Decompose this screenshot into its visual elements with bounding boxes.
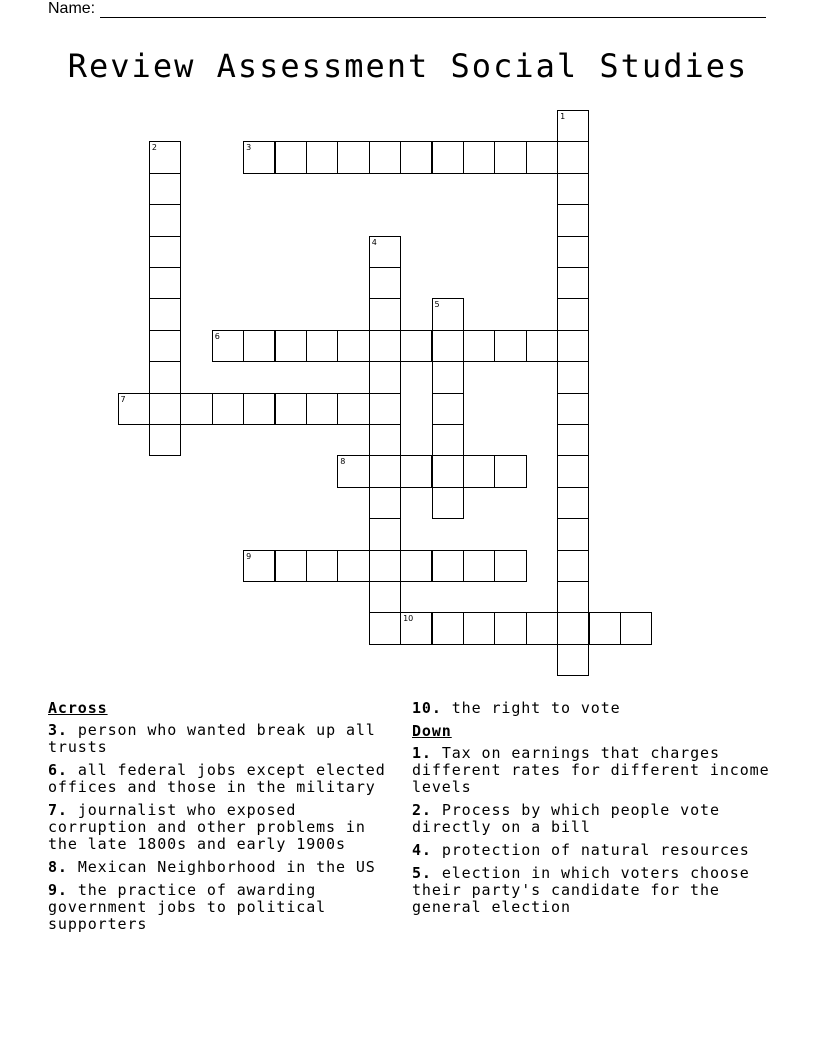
crossword-cell[interactable] — [180, 393, 212, 425]
crossword-cell[interactable] — [432, 550, 464, 582]
clue-number-label: 5 — [434, 300, 440, 310]
crossword-cell[interactable] — [275, 141, 307, 173]
page-title: Review Assessment Social Studies — [67, 47, 749, 85]
crossword-cell[interactable] — [369, 267, 401, 299]
crossword-cell[interactable] — [275, 330, 307, 362]
crossword-cell[interactable] — [275, 550, 307, 582]
crossword-cell[interactable] — [369, 330, 401, 362]
crossword-cell[interactable] — [369, 298, 401, 330]
crossword-cell[interactable] — [149, 173, 181, 205]
crossword-cell[interactable] — [432, 141, 464, 173]
clue-number-label: 10 — [403, 614, 414, 624]
crossword-cell[interactable] — [212, 393, 244, 425]
crossword-cell[interactable] — [432, 455, 464, 487]
crossword-cell[interactable] — [149, 330, 181, 362]
clue-across-6: 6. all federal jobs except elected offices and those in the military — [48, 761, 386, 796]
crossword-cell[interactable] — [463, 550, 495, 582]
crossword-cell[interactable] — [149, 236, 181, 268]
crossword-cell[interactable] — [557, 298, 589, 330]
clue-across-7: 7. journalist who exposed corruption and other problems in the late 1800s and early 1900s — [48, 801, 366, 853]
crossword-cell[interactable] — [557, 550, 589, 582]
crossword-cell[interactable] — [557, 424, 589, 456]
crossword-cell[interactable] — [494, 330, 526, 362]
clue-across-3: 3. person who wanted break up all trusts — [48, 721, 376, 756]
crossword-cell[interactable] — [463, 141, 495, 173]
crossword-cell[interactable] — [620, 612, 652, 644]
crossword-cell[interactable] — [369, 518, 401, 550]
clue-down-2: 2. Process by which people vote directly on a bill — [412, 801, 720, 836]
crossword-cell[interactable] — [369, 455, 401, 487]
crossword-cell[interactable] — [337, 550, 369, 582]
clue-number-label: 3 — [246, 143, 252, 153]
crossword-cell[interactable] — [369, 141, 401, 173]
crossword-cell[interactable] — [526, 612, 558, 644]
clue-number-label: 8 — [340, 457, 346, 467]
crossword-cell[interactable] — [369, 424, 401, 456]
crossword-cell[interactable] — [589, 612, 621, 644]
crossword-cell[interactable] — [432, 330, 464, 362]
crossword-cell[interactable] — [557, 393, 589, 425]
crossword-cell[interactable] — [369, 487, 401, 519]
crossword-cell[interactable] — [494, 141, 526, 173]
crossword-cell[interactable] — [557, 581, 589, 613]
clues-right-column — [412, 700, 782, 922]
crossword-cell[interactable] — [306, 550, 338, 582]
crossword-cell[interactable] — [243, 393, 275, 425]
crossword-cell[interactable] — [432, 393, 464, 425]
crossword-cell[interactable] — [557, 455, 589, 487]
crossword-cell[interactable] — [557, 487, 589, 519]
crossword-cell[interactable] — [306, 330, 338, 362]
crossword-cell[interactable] — [369, 550, 401, 582]
crossword-cell[interactable] — [432, 424, 464, 456]
crossword-cell[interactable] — [463, 330, 495, 362]
clue-down-1: 1. Tax on earnings that charges different rates for different income levels — [412, 744, 770, 796]
crossword-cell[interactable] — [243, 330, 275, 362]
crossword-cell[interactable] — [494, 550, 526, 582]
crossword-cell[interactable] — [149, 393, 181, 425]
crossword-cell[interactable] — [557, 236, 589, 268]
crossword-cell[interactable] — [306, 141, 338, 173]
crossword-cell[interactable] — [369, 612, 401, 644]
crossword-cell[interactable] — [149, 424, 181, 456]
crossword-cell[interactable] — [557, 330, 589, 362]
crossword-cell[interactable] — [463, 455, 495, 487]
crossword-cell[interactable] — [557, 612, 589, 644]
clue-across-10: 10. the right to vote — [412, 699, 621, 717]
crossword-cell[interactable] — [557, 141, 589, 173]
crossword-cell[interactable] — [494, 455, 526, 487]
clue-number-label: 1 — [560, 112, 566, 121]
name-label: Name: — [48, 0, 96, 17]
crossword-cell[interactable] — [557, 204, 589, 236]
crossword-cell[interactable] — [149, 204, 181, 236]
crossword-cell[interactable] — [557, 518, 589, 550]
clue-down-5: 5. election in which voters choose their party's candidate for the general election — [412, 864, 750, 916]
crossword-cell[interactable] — [337, 393, 369, 425]
crossword-cell[interactable] — [526, 141, 558, 173]
crossword-cell[interactable] — [557, 267, 589, 299]
clue-number-label: 6 — [214, 331, 220, 341]
crossword-cell[interactable] — [400, 141, 432, 173]
crossword-cell[interactable] — [149, 298, 181, 330]
crossword-cell[interactable] — [400, 455, 432, 487]
crossword-cell[interactable] — [557, 173, 589, 205]
crossword-cell[interactable] — [463, 612, 495, 644]
crossword-cell[interactable] — [337, 330, 369, 362]
crossword-cell[interactable] — [432, 612, 464, 644]
crossword-cell[interactable] — [275, 393, 307, 425]
clue-down-4: 4. protection of natural resources — [412, 841, 750, 859]
clue-number-label: 2 — [151, 143, 157, 153]
crossword-cell[interactable] — [149, 361, 181, 393]
crossword-cell[interactable] — [149, 267, 181, 299]
crossword-cell[interactable] — [557, 361, 589, 393]
crossword-cell[interactable] — [337, 141, 369, 173]
crossword-cell[interactable] — [432, 487, 464, 519]
clue-number-label: 7 — [120, 394, 126, 404]
clue-number-label: 4 — [371, 237, 377, 247]
down-heading: Down — [412, 722, 452, 740]
clue-number-label: 9 — [246, 551, 252, 561]
crossword-cell[interactable] — [369, 581, 401, 613]
clue-across-8: 8. Mexican Neighborhood in the US — [48, 858, 376, 876]
crossword-cell[interactable] — [494, 612, 526, 644]
clues-left-column — [48, 700, 404, 939]
across-heading: Across — [48, 699, 108, 717]
crossword-cell[interactable] — [557, 644, 589, 676]
crossword-cell[interactable] — [400, 550, 432, 582]
crossword-cell[interactable] — [432, 361, 464, 393]
clue-across-9: 9. the practice of awarding government jobs to political supporters — [48, 881, 327, 933]
crossword-cell[interactable] — [369, 393, 401, 425]
crossword-cell[interactable] — [369, 361, 401, 393]
crossword-cell[interactable] — [526, 330, 558, 362]
crossword-cell[interactable] — [306, 393, 338, 425]
crossword-cell[interactable] — [400, 330, 432, 362]
